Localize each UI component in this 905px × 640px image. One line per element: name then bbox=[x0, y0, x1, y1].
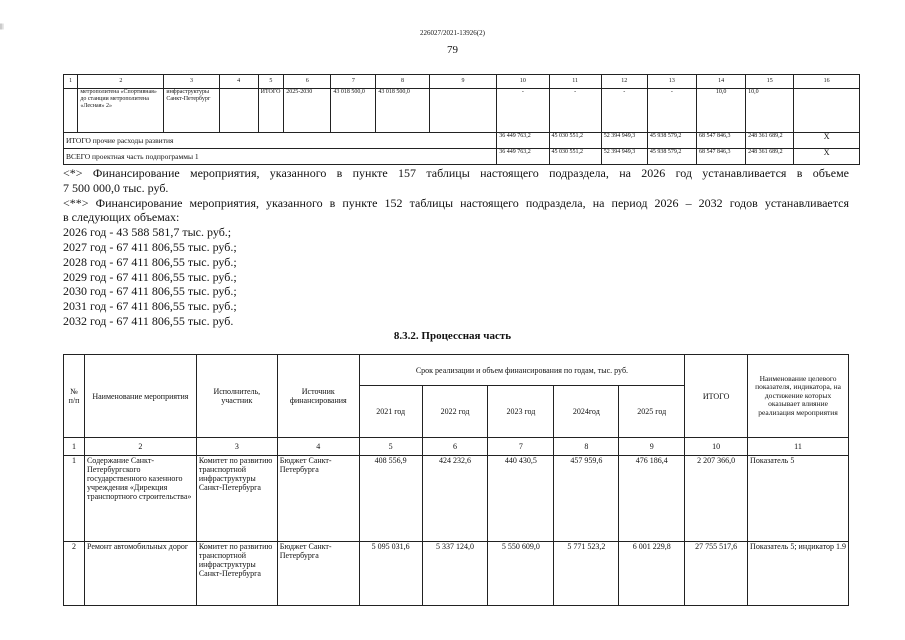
row-value: 5 771 523,2 bbox=[554, 542, 619, 606]
row-value: 457 959,6 bbox=[554, 456, 619, 542]
row-value: 43 018 500,0 bbox=[331, 89, 376, 133]
itogo-mark: X bbox=[794, 133, 860, 149]
col-num: 12 bbox=[601, 75, 647, 89]
row-value: 440 430,5 bbox=[488, 456, 554, 542]
col-num: 11 bbox=[748, 438, 849, 456]
row-value: 5 337 124,0 bbox=[422, 542, 488, 606]
row-dash: - bbox=[647, 89, 696, 133]
row-executor: инфраструктуры Санкт-Петербург bbox=[164, 89, 219, 133]
header-exec: Исполнитель, участник bbox=[196, 355, 277, 438]
year-line: 2028 год - 67 411 806,55 тыс. руб.; bbox=[63, 254, 237, 269]
footnote-1-cont: 7 500 000,0 тыс. руб. bbox=[63, 180, 169, 195]
row-indicator: Показатель 5; индикатор 1.9 bbox=[748, 542, 849, 606]
row-source: Бюджет Санкт-Петербурга bbox=[277, 542, 359, 606]
section-title: 8.3.2. Процессная часть bbox=[393, 330, 512, 342]
row-dash: - bbox=[549, 89, 601, 133]
header-period: Срок реализации и объем финансирования по годам, тыс. руб. bbox=[359, 355, 684, 386]
vsego-label: ВСЕГО проектная часть подпрограммы 1 bbox=[64, 149, 497, 165]
row-num: 2 bbox=[64, 542, 85, 606]
col-num: 10 bbox=[497, 75, 549, 89]
col-num: 10 bbox=[685, 438, 748, 456]
vsego-value: 68 547 846,3 bbox=[697, 149, 746, 165]
col-num: 5 bbox=[359, 438, 422, 456]
header-year: 2022 год bbox=[422, 386, 488, 438]
itogo-row bbox=[64, 133, 860, 149]
col-num: 7 bbox=[331, 75, 376, 89]
col-num: 4 bbox=[219, 75, 258, 89]
row-total-label: ИТОГО bbox=[258, 89, 284, 133]
col-num: 9 bbox=[619, 438, 685, 456]
header-name: Наименование мероприятия bbox=[84, 355, 196, 438]
itogo-value: 68 547 846,3 bbox=[697, 133, 746, 149]
year-line: 2027 год - 67 411 806,55 тыс. руб.; bbox=[63, 239, 237, 254]
col-num: 8 bbox=[376, 75, 429, 89]
header-row bbox=[64, 355, 849, 386]
year-line: 2031 год - 67 411 806,55 тыс. руб.; bbox=[63, 299, 237, 314]
col-num: 13 bbox=[647, 75, 696, 89]
table-row bbox=[64, 542, 849, 606]
process-table bbox=[63, 354, 849, 606]
header-num: № п/п bbox=[64, 355, 85, 438]
header-year: 2021 год bbox=[359, 386, 422, 438]
header-year: 2023 год bbox=[488, 386, 554, 438]
row-period: 2025-2030 bbox=[284, 89, 331, 133]
col-num: 7 bbox=[488, 438, 554, 456]
row-value: 5 095 031,6 bbox=[359, 542, 422, 606]
vsego-value: 45 030 551,2 bbox=[549, 149, 601, 165]
vsego-row bbox=[64, 149, 860, 165]
footnote-2: <**> Финансирование мероприятия, указанного в пункте 152 таблицы настоящего подраздела, на период 2026 – 2032 годов устанавливается bbox=[63, 195, 849, 210]
year-line: 2032 год - 67 411 806,55 тыс. руб. bbox=[63, 313, 234, 328]
row-indicator: Показатель 5 bbox=[748, 456, 849, 542]
col-num: 3 bbox=[164, 75, 219, 89]
itogo-value: 45 030 551,2 bbox=[549, 133, 601, 149]
col-num: 16 bbox=[794, 75, 860, 89]
col-num: 1 bbox=[64, 438, 85, 456]
row-value: 6 001 229,8 bbox=[619, 542, 685, 606]
footnote-1: <*> Финансирование мероприятия, указанного в пункте 157 таблицы настоящего подраздела, на 2026 год устанавливается в объеме bbox=[63, 166, 849, 180]
vsego-value: 248 361 689,2 bbox=[746, 149, 794, 165]
table-row bbox=[64, 456, 849, 542]
col-num: 2 bbox=[78, 75, 164, 89]
table-row bbox=[64, 89, 860, 133]
top-table bbox=[63, 74, 860, 165]
vsego-value: 36 449 763,2 bbox=[497, 149, 549, 165]
col-num: 1 bbox=[64, 75, 78, 89]
col-num: 11 bbox=[549, 75, 601, 89]
col-num: 5 bbox=[258, 75, 284, 89]
row-name: Содержание Санкт-Петербургского государственного казенного учреждения «Дирекция транспортного строительства» bbox=[84, 456, 196, 542]
col-num: 6 bbox=[422, 438, 488, 456]
col-num: 3 bbox=[196, 438, 277, 456]
top-table-header bbox=[64, 75, 860, 89]
col-num: 8 bbox=[554, 438, 619, 456]
itogo-value: 52 394 949,3 bbox=[601, 133, 647, 149]
row-num: 1 bbox=[64, 456, 85, 542]
row-total: 2 207 366,0 bbox=[685, 456, 748, 542]
itogo-value: 36 449 763,2 bbox=[497, 133, 549, 149]
footnotes bbox=[63, 166, 849, 329]
row-value: 408 556,9 bbox=[359, 456, 422, 542]
col-num: 4 bbox=[277, 438, 359, 456]
year-line: 2030 год - 67 411 806,55 тыс. руб.; bbox=[63, 284, 237, 299]
year-line: 2029 год - 67 411 806,55 тыс. руб.; bbox=[63, 269, 237, 284]
vsego-value: 45 938 579,2 bbox=[647, 149, 696, 165]
column-numbers-row bbox=[64, 438, 849, 456]
row-value: 5 550 609,0 bbox=[488, 542, 554, 606]
col-num: 2 bbox=[84, 438, 196, 456]
row-value: 43 018 500,0 bbox=[376, 89, 429, 133]
row-total: 27 755 517,6 bbox=[685, 542, 748, 606]
row-value: 10,0 bbox=[746, 89, 794, 133]
document-number: 226027/2021-13926(2) bbox=[420, 29, 485, 37]
itogo-value: 248 361 689,2 bbox=[746, 133, 794, 149]
row-exec: Комитет по развитию транспортной инфраструктуры Санкт-Петербурга bbox=[196, 542, 277, 606]
col-num: 6 bbox=[284, 75, 331, 89]
row-source: Бюджет Санкт-Петербурга bbox=[277, 456, 359, 542]
row-dash: - bbox=[497, 89, 549, 133]
row-dash: - bbox=[601, 89, 647, 133]
binding-marks: ||| bbox=[0, 24, 4, 30]
row-value: 476 186,4 bbox=[619, 456, 685, 542]
header-source: Источник финансирования bbox=[277, 355, 359, 438]
year-line: 2026 год - 43 588 581,7 тыс. руб.; bbox=[63, 225, 232, 240]
header-year: 2025 год bbox=[619, 386, 685, 438]
page-number: 79 bbox=[447, 44, 458, 56]
col-num: 15 bbox=[746, 75, 794, 89]
footnote-2-cont: в следующих объемах: bbox=[63, 210, 180, 225]
vsego-mark: X bbox=[794, 149, 860, 165]
header-indicator: Наименование целевого показателя, индикатора, на достижение которых оказывает влияние реализация мероприятия bbox=[748, 355, 849, 438]
itogo-value: 45 938 579,2 bbox=[647, 133, 696, 149]
header-total: ИТОГО bbox=[685, 355, 748, 438]
row-exec: Комитет по развитию транспортной инфраструктуры Санкт-Петербурга bbox=[196, 456, 277, 542]
header-year: 2024год bbox=[554, 386, 619, 438]
row-name: метрополитена «Спортивная» до станции метрополитена «Лесная» 2» bbox=[78, 89, 164, 133]
col-num: 14 bbox=[697, 75, 746, 89]
row-value: 10,0 bbox=[697, 89, 746, 133]
row-value: 424 232,6 bbox=[422, 456, 488, 542]
vsego-value: 52 394 949,3 bbox=[601, 149, 647, 165]
itogo-label: ИТОГО прочие расходы развития bbox=[64, 133, 497, 149]
row-name: Ремонт автомобильных дорог bbox=[84, 542, 196, 606]
col-num: 9 bbox=[429, 75, 497, 89]
